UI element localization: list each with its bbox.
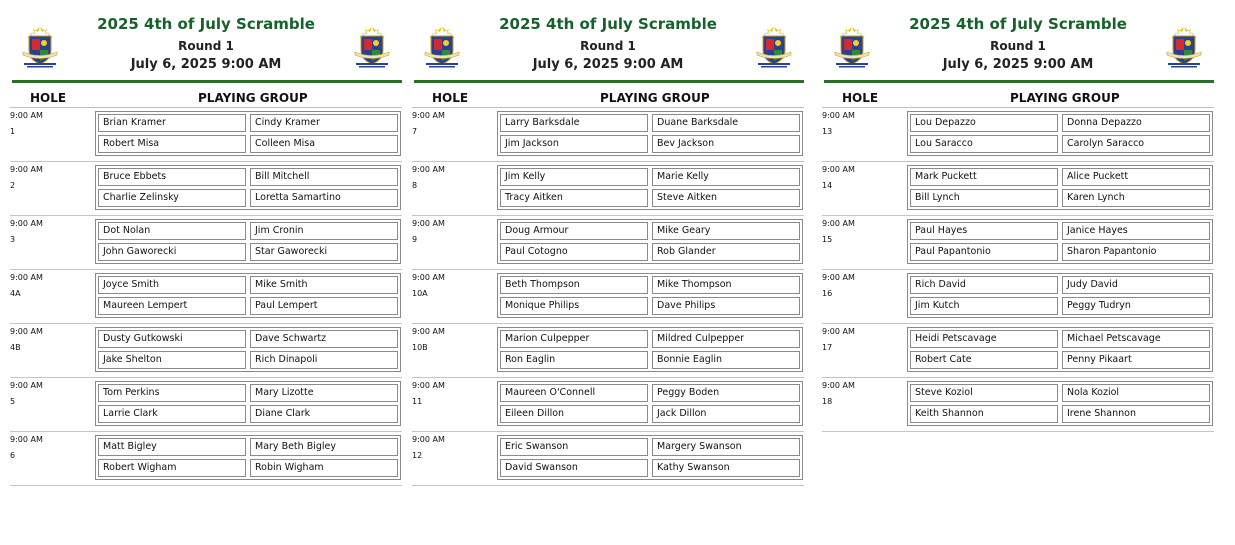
group-row bbox=[10, 432, 402, 486]
playing-group-box bbox=[907, 219, 1213, 264]
playing-group-box bbox=[95, 111, 401, 156]
round-label: Round 1 bbox=[580, 39, 636, 53]
hole-number: 6 bbox=[10, 451, 16, 460]
hole-number: 14 bbox=[822, 181, 833, 190]
group-row bbox=[412, 324, 804, 378]
player-name: Maureen Lempert bbox=[98, 297, 246, 315]
hole-number: 9 bbox=[412, 235, 418, 244]
player-name: Kathy Swanson bbox=[652, 459, 800, 477]
player-name: Judy David bbox=[1062, 276, 1210, 294]
player-name: Keith Shannon bbox=[910, 405, 1058, 423]
hole-number: 7 bbox=[412, 127, 418, 136]
playing-group-box bbox=[95, 327, 401, 372]
tee-time: 9:00 AM bbox=[10, 273, 43, 282]
tee-time: 9:00 AM bbox=[10, 111, 43, 120]
player-name: Steve Aitken bbox=[652, 189, 800, 207]
player-name: Rich David bbox=[910, 276, 1058, 294]
player-name: Dusty Gutkowski bbox=[98, 330, 246, 348]
playing-group-box bbox=[497, 327, 803, 372]
playing-group-box bbox=[95, 381, 401, 426]
event-title: 2025 4th of July Scramble bbox=[97, 15, 315, 33]
tee-time: 9:00 AM bbox=[822, 327, 855, 336]
column-headers bbox=[412, 83, 804, 108]
player-name: Paul Papantonio bbox=[910, 243, 1058, 261]
player-name: Mary Beth Bigley bbox=[250, 438, 398, 456]
playing-group-box bbox=[497, 273, 803, 318]
player-name: Marion Culpepper bbox=[500, 330, 648, 348]
player-name: Tom Perkins bbox=[98, 384, 246, 402]
player-name: Cindy Kramer bbox=[250, 114, 398, 132]
player-name: Margery Swanson bbox=[652, 438, 800, 456]
player-name: Jim Kelly bbox=[500, 168, 648, 186]
group-row bbox=[10, 324, 402, 378]
column-headers bbox=[822, 83, 1214, 108]
playing-group-column-header: PLAYING GROUP bbox=[600, 91, 710, 105]
player-name: Tracy Aitken bbox=[500, 189, 648, 207]
tee-time: 9:00 AM bbox=[10, 381, 43, 390]
player-name: Dot Nolan bbox=[98, 222, 246, 240]
player-name: Matt Bigley bbox=[98, 438, 246, 456]
playing-group-box bbox=[907, 327, 1213, 372]
player-name: Mike Smith bbox=[250, 276, 398, 294]
player-name: Dave Schwartz bbox=[250, 330, 398, 348]
hole-number: 13 bbox=[822, 127, 833, 136]
hole-column-header: HOLE bbox=[432, 91, 469, 105]
player-name: Karen Lynch bbox=[1062, 189, 1210, 207]
tee-time: 9:00 AM bbox=[412, 435, 445, 444]
player-name: Rich Dinapoli bbox=[250, 351, 398, 369]
hole-column-header: HOLE bbox=[842, 91, 879, 105]
hole-number: 5 bbox=[10, 397, 16, 406]
playing-group-box bbox=[95, 435, 401, 480]
event-date: July 6, 2025 9:00 AM bbox=[130, 57, 282, 72]
player-name: Robert Cate bbox=[910, 351, 1058, 369]
round-label: Round 1 bbox=[178, 39, 234, 53]
playing-group-box bbox=[497, 111, 803, 156]
playing-group-box bbox=[497, 165, 803, 210]
hole-number: 10B bbox=[412, 343, 428, 352]
player-name: Sharon Papantonio bbox=[1062, 243, 1210, 261]
group-row bbox=[412, 432, 804, 486]
player-name: Jake Shelton bbox=[98, 351, 246, 369]
hole-number: 4B bbox=[10, 343, 21, 352]
group-row bbox=[822, 378, 1214, 432]
player-name: Donna Depazzo bbox=[1062, 114, 1210, 132]
player-name: Irene Shannon bbox=[1062, 405, 1210, 423]
event-date: July 6, 2025 9:00 AM bbox=[942, 57, 1094, 72]
hole-number: 11 bbox=[412, 397, 423, 406]
tee-time: 9:00 AM bbox=[822, 219, 855, 228]
tee-time: 9:00 AM bbox=[412, 219, 445, 228]
player-name: Janice Hayes bbox=[1062, 222, 1210, 240]
player-name: Lou Depazzo bbox=[910, 114, 1058, 132]
player-name: Doug Armour bbox=[500, 222, 648, 240]
hole-number: 18 bbox=[822, 397, 833, 406]
tee-time: 9:00 AM bbox=[10, 219, 43, 228]
player-name: Mark Puckett bbox=[910, 168, 1058, 186]
player-name: Paul Lempert bbox=[250, 297, 398, 315]
group-row bbox=[412, 108, 804, 162]
tee-time: 9:00 AM bbox=[412, 273, 445, 282]
tee-time: 9:00 AM bbox=[412, 111, 445, 120]
playing-group-box bbox=[95, 165, 401, 210]
player-name: Loretta Samartino bbox=[250, 189, 398, 207]
hole-number: 12 bbox=[412, 451, 423, 460]
group-list bbox=[412, 108, 804, 486]
player-name: Bonnie Eaglin bbox=[652, 351, 800, 369]
playing-group-column-header: PLAYING GROUP bbox=[1010, 91, 1120, 105]
player-name: Maureen O'Connell bbox=[500, 384, 648, 402]
tee-time: 9:00 AM bbox=[822, 165, 855, 174]
player-name: John Gaworecki bbox=[98, 243, 246, 261]
group-row bbox=[822, 108, 1214, 162]
player-name: Charlie Zelinsky bbox=[98, 189, 246, 207]
group-row bbox=[822, 216, 1214, 270]
player-name: Jim Kutch bbox=[910, 297, 1058, 315]
group-list bbox=[10, 108, 402, 486]
round-label: Round 1 bbox=[990, 39, 1046, 53]
tee-time: 9:00 AM bbox=[10, 435, 43, 444]
playing-group-box bbox=[497, 381, 803, 426]
player-name: Heidi Petscavage bbox=[910, 330, 1058, 348]
tee-time: 9:00 AM bbox=[822, 111, 855, 120]
player-name: Marie Kelly bbox=[652, 168, 800, 186]
player-name: Bill Mitchell bbox=[250, 168, 398, 186]
player-name: Eileen Dillon bbox=[500, 405, 648, 423]
pairing-sheet bbox=[10, 0, 402, 486]
player-name: Jack Dillon bbox=[652, 405, 800, 423]
player-name: Michael Petscavage bbox=[1062, 330, 1210, 348]
playing-group-box bbox=[907, 165, 1213, 210]
player-name: Dave Philips bbox=[652, 297, 800, 315]
player-name: Jim Cronin bbox=[250, 222, 398, 240]
hole-number: 17 bbox=[822, 343, 833, 352]
playing-group-box bbox=[907, 273, 1213, 318]
group-row bbox=[412, 216, 804, 270]
tee-time: 9:00 AM bbox=[412, 165, 445, 174]
player-name: David Swanson bbox=[500, 459, 648, 477]
player-name: Eric Swanson bbox=[500, 438, 648, 456]
tee-time: 9:00 AM bbox=[10, 165, 43, 174]
group-row bbox=[412, 270, 804, 324]
sheet-header bbox=[822, 0, 1214, 80]
player-name: Robert Wigham bbox=[98, 459, 246, 477]
player-name: Paul Cotogno bbox=[500, 243, 648, 261]
group-row bbox=[10, 378, 402, 432]
player-name: Robert Misa bbox=[98, 135, 246, 153]
tradition-club-crest-icon bbox=[1162, 26, 1206, 70]
player-name: Lou Saracco bbox=[910, 135, 1058, 153]
player-name: Steve Koziol bbox=[910, 384, 1058, 402]
group-list bbox=[822, 108, 1214, 432]
playing-group-box bbox=[907, 111, 1213, 156]
group-row bbox=[822, 162, 1214, 216]
group-row bbox=[10, 270, 402, 324]
tee-time: 9:00 AM bbox=[412, 381, 445, 390]
player-name: Rob Glander bbox=[652, 243, 800, 261]
tee-time: 9:00 AM bbox=[822, 273, 855, 282]
player-name: Monique Philips bbox=[500, 297, 648, 315]
group-row bbox=[10, 108, 402, 162]
player-name: Mike Thompson bbox=[652, 276, 800, 294]
hole-number: 1 bbox=[10, 127, 16, 136]
player-name: Larry Barksdale bbox=[500, 114, 648, 132]
player-name: Ron Eaglin bbox=[500, 351, 648, 369]
playing-group-box bbox=[497, 435, 803, 480]
group-row bbox=[822, 270, 1214, 324]
sheet-header bbox=[10, 0, 402, 80]
player-name: Carolyn Saracco bbox=[1062, 135, 1210, 153]
hole-number: 16 bbox=[822, 289, 833, 298]
tee-time: 9:00 AM bbox=[412, 327, 445, 336]
tradition-club-crest-icon bbox=[752, 26, 796, 70]
group-row bbox=[10, 216, 402, 270]
player-name: Peggy Tudryn bbox=[1062, 297, 1210, 315]
player-name: Larrie Clark bbox=[98, 405, 246, 423]
player-name: Bill Lynch bbox=[910, 189, 1058, 207]
player-name: Bruce Ebbets bbox=[98, 168, 246, 186]
playing-group-box bbox=[95, 273, 401, 318]
player-name: Robin Wigham bbox=[250, 459, 398, 477]
pairing-sheet bbox=[412, 0, 804, 486]
group-row bbox=[822, 324, 1214, 378]
player-name: Alice Puckett bbox=[1062, 168, 1210, 186]
hole-number: 2 bbox=[10, 181, 16, 190]
tee-time: 9:00 AM bbox=[10, 327, 43, 336]
player-name: Joyce Smith bbox=[98, 276, 246, 294]
tradition-club-crest-icon bbox=[350, 26, 394, 70]
player-name: Mildred Culpepper bbox=[652, 330, 800, 348]
group-row bbox=[412, 378, 804, 432]
player-name: Paul Hayes bbox=[910, 222, 1058, 240]
player-name: Bev Jackson bbox=[652, 135, 800, 153]
group-row bbox=[10, 162, 402, 216]
sheet-header bbox=[412, 0, 804, 80]
player-name: Nola Koziol bbox=[1062, 384, 1210, 402]
player-name: Colleen Misa bbox=[250, 135, 398, 153]
hole-number: 10A bbox=[412, 289, 428, 298]
playing-group-box bbox=[95, 219, 401, 264]
event-title: 2025 4th of July Scramble bbox=[909, 15, 1127, 33]
player-name: Duane Barksdale bbox=[652, 114, 800, 132]
hole-number: 8 bbox=[412, 181, 418, 190]
player-name: Star Gaworecki bbox=[250, 243, 398, 261]
group-row bbox=[412, 162, 804, 216]
player-name: Mike Geary bbox=[652, 222, 800, 240]
player-name: Beth Thompson bbox=[500, 276, 648, 294]
column-headers bbox=[10, 83, 402, 108]
hole-column-header: HOLE bbox=[30, 91, 67, 105]
hole-number: 15 bbox=[822, 235, 833, 244]
hole-number: 3 bbox=[10, 235, 16, 244]
player-name: Brian Kramer bbox=[98, 114, 246, 132]
player-name: Diane Clark bbox=[250, 405, 398, 423]
playing-group-column-header: PLAYING GROUP bbox=[198, 91, 308, 105]
playing-group-box bbox=[497, 219, 803, 264]
player-name: Jim Jackson bbox=[500, 135, 648, 153]
player-name: Mary Lizotte bbox=[250, 384, 398, 402]
hole-number: 4A bbox=[10, 289, 21, 298]
pairing-sheet bbox=[822, 0, 1214, 432]
event-date: July 6, 2025 9:00 AM bbox=[532, 57, 684, 72]
player-name: Penny Pikaart bbox=[1062, 351, 1210, 369]
tee-time: 9:00 AM bbox=[822, 381, 855, 390]
event-title: 2025 4th of July Scramble bbox=[499, 15, 717, 33]
player-name: Peggy Boden bbox=[652, 384, 800, 402]
playing-group-box bbox=[907, 381, 1213, 426]
